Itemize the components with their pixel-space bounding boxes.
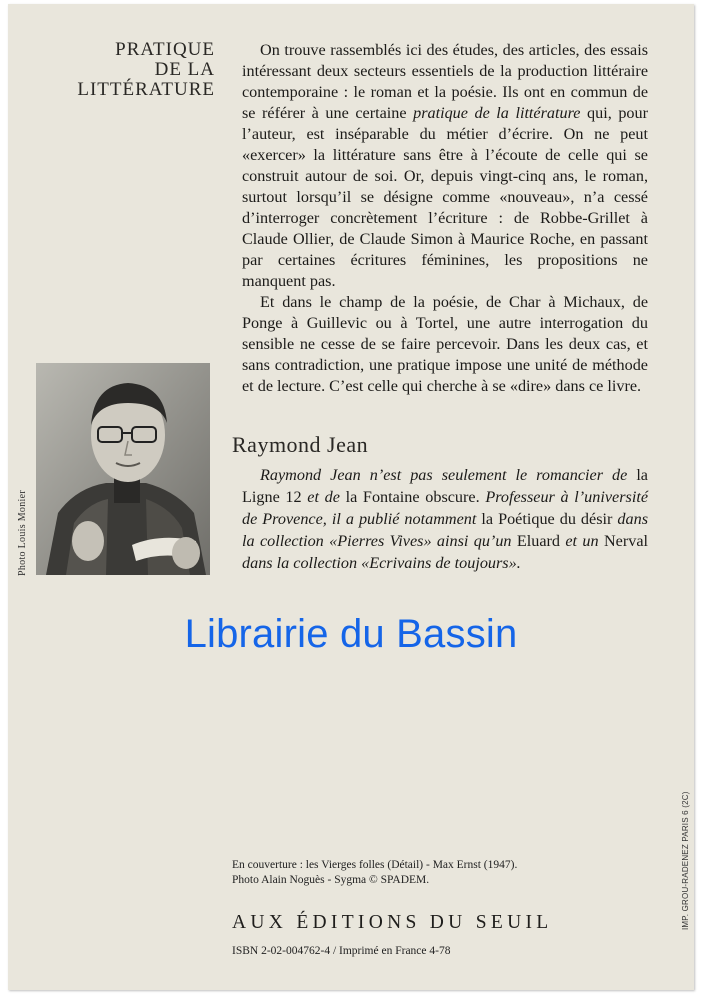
author-portrait-icon [36,363,210,575]
author-photo [36,363,210,575]
photo-credit-text: Photo Louis Monier [17,490,28,576]
cover-credit [232,858,652,888]
bio-segment-italic: dans la collection «Pierres Vives» ainsi qu’un [242,510,648,550]
blurb-segment: qui, pour l’auteur, est inséparable du métier d’écrire. On ne peut «exercer» la littérature sans être à l’écoute de celle qui se construit autour de soi. Or, depuis vingt-cinq ans, le roman, surtout lorsqu’il se désigne comme «nouveau», n’a cessé d’interroger concrètement l’écriture : de Robbe-Grillet à Claude Ollier, de Claude Simon à Maurice Roche, en passant par certaines écritures féminines, les propositions ne manquent pas. [242,104,648,290]
bio-segment: Eluard [511,532,566,550]
blurb-text [242,40,648,397]
bio-segment-italic: et de [307,488,340,506]
bio-segment-italic: et un [565,532,599,550]
author-name: Raymond Jean [232,432,369,457]
bookseller-watermark: Librairie du Bassin [184,612,518,656]
series-title-line: DE LA [154,59,215,80]
bio-paragraph [242,464,648,574]
bio-segment-italic: Raymond Jean n’est pas seulement le romancier de [260,466,628,484]
series-title [60,40,215,100]
series-title-line: LITTÉRATURE [77,79,215,100]
publisher-name: AUX ÉDITIONS DU SEUIL [232,912,553,933]
bio-segment-italic: dans la collection «Ecrivains de toujours». [242,554,521,572]
blurb-segment: On trouve rassemblés ici des études, des articles, des essais intéressant deux secteurs essentiels de la production littéraire contemporaine : le roman et la poésie. Ils ont en commun de se référer à une certaine [242,41,648,122]
cover-credit-line: Photo Alain Noguès - Sygma © SPADEM. [232,874,430,886]
bio-segment: la Fontaine obscure. [339,488,486,506]
printer-imprint-text: IMP. GROU-RADENEZ PARIS 6 (2C) [681,791,690,930]
author-bio [242,464,648,574]
bio-segment-italic: Professeur à l’université de Provence, il a publié notamment [242,488,649,528]
blurb-paragraph-1 [242,40,648,292]
blurb-paragraph-2: Et dans le champ de la poésie, de Char à Michaux, de Ponge à Guillevic ou à Tortel, une autre interrogation du sensible ne cesse de se faire percevoir. Dans les deux cas, et sans contradiction, une pratique impose une unité de méthode et de lecture. C’est celle qui cherche à se «dire» dans ce livre. [242,293,648,395]
bio-segment: Nerval [598,532,649,550]
series-title-line: PRATIQUE [115,39,215,60]
bio-segment: la Ligne 12 [242,466,648,506]
isbn-line: ISBN 2-02-004762-4 / Imprimé en France 4-78 [232,945,451,957]
bio-segment: la Poétique du désir [476,510,618,528]
cover-credit-line: En couverture : les Vierges folles (Détail) - Max Ernst (1947). [232,859,518,871]
blurb-segment-italic: pratique de la littérature [413,104,581,122]
